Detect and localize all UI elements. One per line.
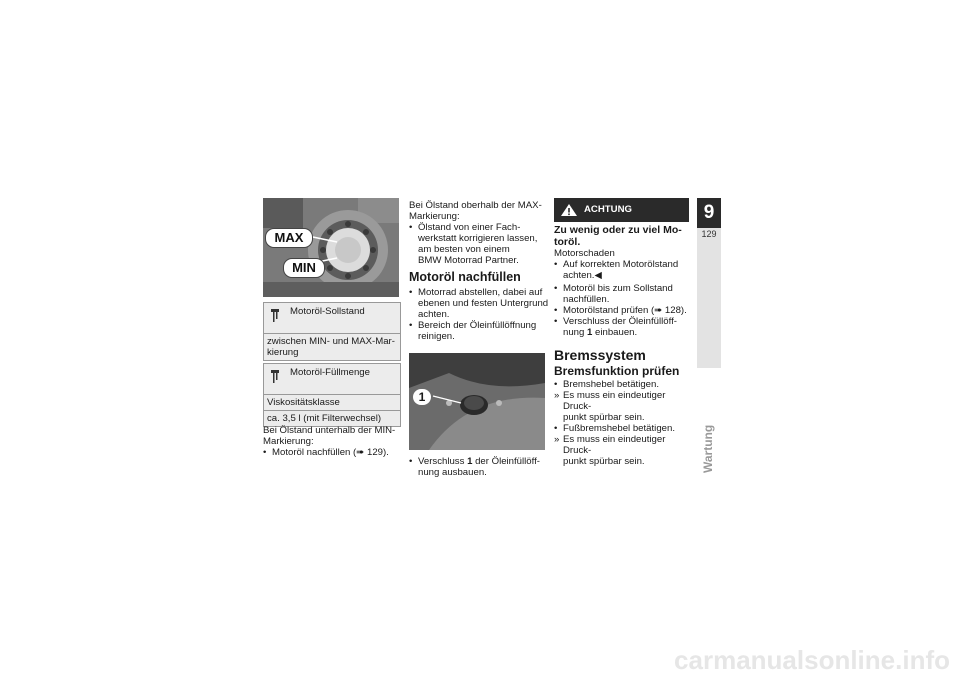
column-2-steps [409, 287, 551, 342]
warning-header [554, 198, 689, 222]
table-cell-line: kierung [267, 347, 299, 358]
list-item: • Motorrad abstellen, dabei auf ebenen und festen Untergrund achten. [409, 287, 551, 320]
list-item: • Verschluss 1 der Öleinfüllöff- nung ausbauen. [409, 456, 549, 478]
table-title: Motoröl-Füllmenge [290, 367, 370, 378]
chapter-tab [697, 198, 721, 228]
list-item: • Motoröl bis zum Sollstand nachfüllen. [554, 283, 694, 305]
table-row: ca. 3,5 l (mit Filterwechsel) [264, 410, 400, 426]
column-2-top [409, 200, 549, 266]
list-item: • Bereich der Öleinfüllöffnung reinigen. [409, 320, 551, 342]
oil-fill-quantity-table [263, 363, 401, 427]
table-row: Viskositätsklasse [264, 394, 400, 410]
text-line: Bei Ölstand unterhalb der MIN- [263, 425, 396, 436]
spec-icon [270, 370, 280, 384]
list-item: • Bremshebel betätigen. [554, 379, 694, 390]
column-3-steps [554, 283, 694, 338]
warning-text: Motorschaden [554, 248, 615, 259]
spec-icon [270, 309, 280, 323]
page-number: 129 [701, 229, 717, 239]
section-heading: Bremssystem [554, 347, 646, 363]
result-item: » Es muss ein eindeutiger Druck- punkt spürbar sein. [554, 390, 694, 423]
table-header [264, 364, 400, 394]
result-item: » Es muss ein eindeutiger Druck- punkt spürbar sein. [554, 434, 694, 467]
list-item: • Auf korrekten Motorölstand achten.◀ [554, 259, 694, 281]
page-ref-arrow-icon: ➠ [356, 447, 365, 458]
list-item: • Verschluss der Öleinfüllöff- nung 1 einbauen. [554, 316, 694, 338]
watermark: carmanualsonline.info [674, 645, 950, 675]
max-label: MAX [265, 228, 313, 248]
table-row [264, 333, 400, 360]
list-item: • Ölstand von einer Fach- werkstatt korrigieren lassen, am besten von einem BMW Motorrad Partner. [409, 222, 549, 266]
list-item: • Fußbremshebel betätigen. [554, 423, 694, 434]
chapter-sidebar [697, 198, 721, 473]
min-label: MIN [283, 258, 325, 278]
warning-body [554, 225, 694, 281]
oil-target-level-table [263, 302, 401, 361]
section-label: Wartung [701, 424, 715, 473]
text-line: Bei Ölstand oberhalb der MAX- [409, 200, 542, 211]
list-item: • Motoröl nachfüllen (➠ 129). [263, 447, 403, 458]
text-line: Markierung: [263, 436, 314, 447]
section-label-wrapper [701, 424, 749, 487]
page-ref-arrow-icon: ➠ [654, 305, 663, 316]
below-min-text [263, 425, 403, 458]
warning-icon [560, 203, 578, 220]
column-2-bottom [409, 456, 549, 478]
brake-check-steps [554, 379, 694, 467]
end-marker-icon: ◀ [594, 270, 602, 281]
table-cell-line: zwischen MIN- und MAX-Mar- [267, 336, 395, 347]
table-title: Motoröl-Sollstand [290, 306, 365, 317]
warning-title: Zu wenig oder zu viel Mo- toröl. [554, 224, 682, 248]
text-line: Markierung: [409, 211, 460, 222]
section-heading: Motoröl nachfüllen [409, 270, 521, 284]
table-header [264, 303, 400, 333]
warning-label: ACHTUNG [584, 204, 632, 215]
subsection-heading: Bremsfunktion prüfen [554, 364, 680, 378]
chapter-number: 9 [703, 202, 715, 223]
callout-1: 1 [413, 389, 431, 405]
list-item: • Motorölstand prüfen (➠ 128). [554, 305, 694, 316]
